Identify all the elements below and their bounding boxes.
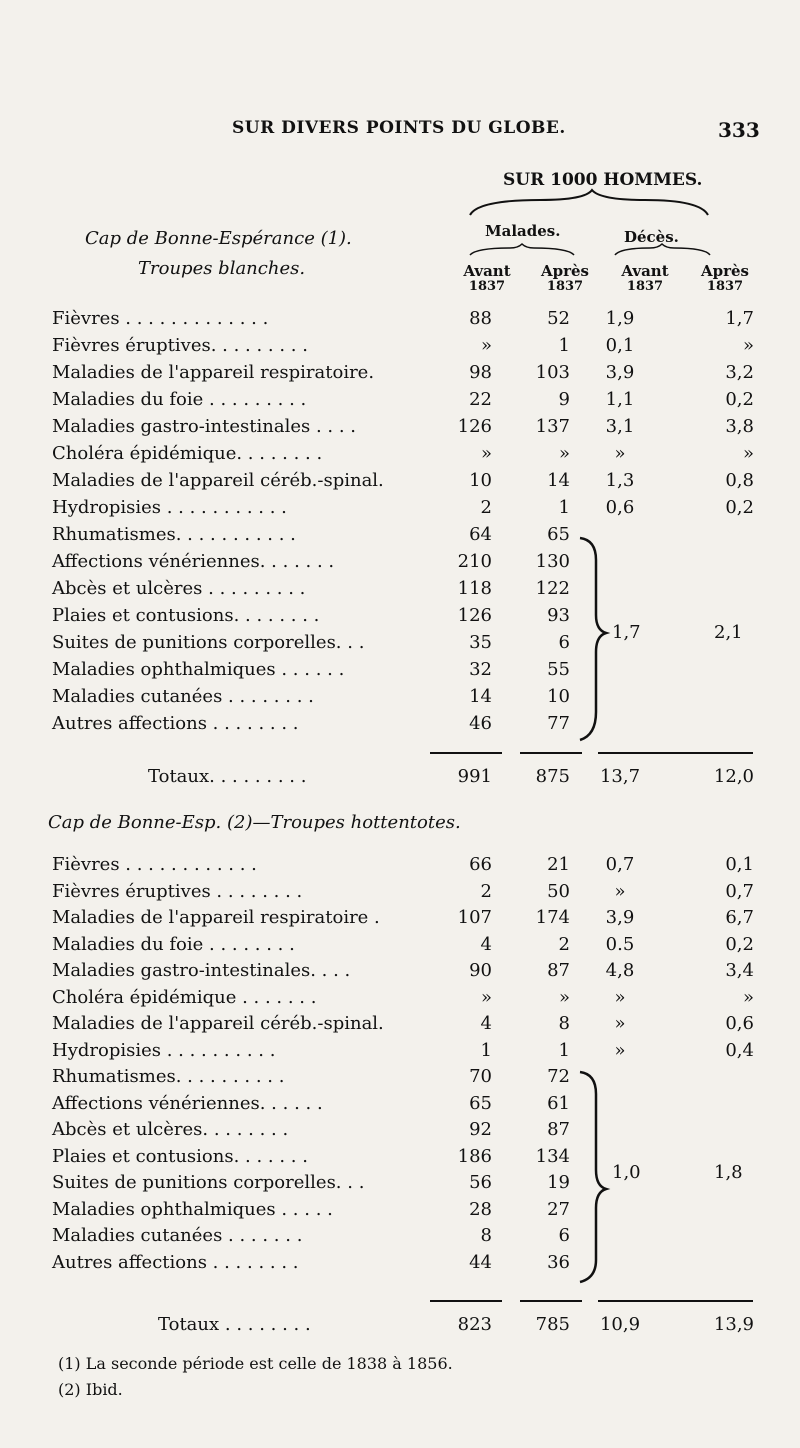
subheader-sick-before	[452, 262, 522, 294]
row-label: Maladies gastro-intestinales . . . .	[52, 416, 356, 437]
sick-after: 137	[535, 416, 570, 437]
header-deaths: Décès.	[624, 228, 679, 246]
row-label: Maladies de l'appareil céréb.-spinal.	[52, 470, 384, 491]
section1-total-rule	[520, 752, 582, 754]
totals-sick-after: 785	[535, 1314, 570, 1335]
sick-before: 107	[457, 907, 492, 928]
subheader-year: 1837	[468, 279, 506, 294]
deaths-after: »	[742, 986, 754, 1008]
totals-sick-after: 875	[535, 766, 570, 787]
sick-after: 55	[547, 659, 570, 680]
sick-before: 2	[480, 497, 492, 518]
sick-after: 8	[558, 1013, 570, 1034]
sick-before: 88	[469, 308, 492, 329]
sick-before: 46	[469, 713, 492, 734]
totals-deaths-after: 13,9	[713, 1314, 754, 1335]
section2-total-rule	[598, 1300, 753, 1302]
section2-title: Cap de Bonne-Esp. (2)—Troupes hottentotes.	[48, 812, 461, 833]
sick-before: »	[480, 986, 492, 1008]
row-label: Autres affections . . . . . . . .	[52, 713, 299, 734]
deaths-before: 3,1	[605, 416, 635, 437]
sick-before: 92	[469, 1119, 492, 1140]
sick-before: 28	[469, 1198, 492, 1220]
row-label: Hydropisies . . . . . . . . . . .	[52, 497, 287, 518]
sick-before: 66	[469, 854, 492, 875]
table-row	[0, 495, 800, 521]
row-label: Maladies du foie . . . . . . . .	[52, 933, 295, 955]
sick-after: 65	[547, 524, 570, 545]
deaths-before: »	[614, 443, 626, 464]
sick-before: 32	[469, 659, 492, 680]
sick-before: 64	[469, 524, 492, 545]
row-label: Choléra épidémique. . . . . . . .	[52, 443, 323, 464]
deaths-after: 0,2	[725, 933, 754, 955]
table-row	[0, 1091, 800, 1117]
subheader-year: 1837	[626, 279, 664, 294]
deaths-before: »	[614, 1013, 626, 1034]
deaths-after: 0,4	[725, 1039, 754, 1061]
sick-before: 8	[480, 1225, 492, 1246]
table-row	[0, 1144, 800, 1170]
table-row	[0, 1250, 800, 1276]
table-row	[0, 1223, 800, 1249]
deaths-before: »	[614, 1039, 626, 1061]
deaths-before: »	[614, 880, 626, 902]
sick-after: 50	[547, 880, 570, 902]
table-row	[0, 522, 800, 548]
table-row	[0, 711, 800, 737]
sick-before: 4	[480, 1013, 492, 1034]
sick-after: 14	[547, 470, 570, 491]
sick-before: 2	[480, 880, 492, 902]
sick-before: 98	[469, 362, 492, 383]
deaths-before: 1,1	[605, 389, 635, 410]
sick-before: 126	[457, 416, 492, 437]
table-row	[0, 603, 800, 629]
subheader-label: Après	[540, 262, 590, 280]
deaths-after: 0,6	[725, 1013, 754, 1034]
sick-after: 1	[558, 497, 570, 518]
sick-before: 10	[469, 470, 492, 491]
per-thousand-heading: SUR 1000 HOMMES.	[503, 170, 703, 190]
totals-deaths-after: 12,0	[713, 766, 754, 787]
sick-after: 61	[547, 1092, 570, 1114]
deaths-after: 3,8	[725, 416, 754, 437]
sick-after: 6	[558, 1225, 570, 1246]
table-row	[0, 441, 800, 467]
table-row	[0, 306, 800, 332]
row-label: Affections vénériennes. . . . . . .	[52, 551, 335, 572]
sick-before: 35	[469, 632, 492, 653]
sick-after: 134	[535, 1145, 570, 1167]
row-label: Maladies ophthalmiques . . . . .	[52, 1198, 333, 1220]
sick-after: 9	[558, 389, 570, 410]
row-label: Maladies gastro-intestinales. . . .	[52, 960, 351, 981]
deaths-before: 4,8	[605, 960, 635, 981]
sick-before: 56	[469, 1172, 492, 1193]
row-label: Abcès et ulcères . . . . . . . . .	[52, 578, 306, 599]
sick-after: 10	[547, 686, 570, 707]
row-label: Rhumatismes. . . . . . . . . .	[52, 1066, 285, 1087]
sick-before: 90	[469, 960, 492, 981]
sick-before: 22	[469, 389, 492, 410]
deaths-before: 0,7	[605, 854, 635, 875]
deaths-after: 0,8	[725, 470, 754, 491]
deaths-after: 6,7	[725, 907, 754, 928]
table-row	[0, 1117, 800, 1143]
sick-after: 103	[535, 362, 570, 383]
deaths-before: 0.5	[605, 933, 635, 955]
sick-after: »	[558, 443, 570, 464]
sick-after: 6	[558, 632, 570, 653]
row-label: Fièvres . . . . . . . . . . . . .	[52, 308, 269, 329]
row-label: Hydropisies . . . . . . . . . .	[52, 1039, 276, 1061]
deaths-after: »	[742, 335, 754, 356]
totals-label: Totaux. . . . . . . . .	[148, 766, 307, 787]
row-label: Maladies de l'appareil respiratoire .	[52, 907, 380, 928]
sick-after: 130	[535, 551, 570, 572]
table-row	[0, 1197, 800, 1223]
table-row	[0, 1011, 800, 1037]
sick-before: 44	[469, 1251, 492, 1273]
deaths-after: 3,4	[725, 960, 754, 981]
sick-before: 4	[480, 933, 492, 955]
sick-after: 87	[547, 960, 570, 981]
sick-after: 27	[547, 1198, 570, 1220]
table-row	[0, 958, 800, 984]
sick-after: 174	[535, 907, 570, 928]
row-label: Choléra épidémique . . . . . . .	[52, 986, 317, 1008]
sick-after: 21	[547, 854, 570, 875]
row-label: Fièvres éruptives . . . . . . . .	[52, 880, 303, 902]
sick-before: 70	[469, 1066, 492, 1087]
deaths-before: 1,3	[605, 470, 635, 491]
deaths-after: »	[742, 443, 754, 464]
subheader-label: Avant	[621, 262, 669, 280]
totals-deaths-before: 10,9	[599, 1314, 641, 1335]
sick-before: 118	[457, 578, 492, 599]
table-row	[0, 1038, 800, 1064]
deaths-after: 0,2	[725, 389, 754, 410]
sick-after: 1	[558, 335, 570, 356]
sick-after: 19	[547, 1172, 570, 1193]
section1-total-rule	[598, 752, 753, 754]
footnote-2: (2) Ibid.	[58, 1380, 123, 1399]
row-label: Fièvres éruptives. . . . . . . . .	[52, 335, 308, 356]
sick-after: 52	[547, 308, 570, 329]
row-label: Maladies cutanées . . . . . . .	[52, 1225, 303, 1246]
table-row	[0, 905, 800, 931]
sick-before: 210	[457, 551, 492, 572]
section1-merged-deaths-after: 2,1	[714, 622, 743, 643]
section1-title: Cap de Bonne-Espérance (1).	[85, 228, 352, 249]
row-label: Maladies ophthalmiques . . . . . .	[52, 659, 345, 680]
sick-after: 122	[535, 578, 570, 599]
section2-merged-deaths-after: 1,8	[714, 1162, 743, 1183]
table-row	[0, 879, 800, 905]
sick-after: 1	[558, 1039, 570, 1061]
table-row	[0, 657, 800, 683]
section1-subtitle: Troupes blanches.	[138, 258, 306, 279]
sick-before: 65	[469, 1092, 492, 1114]
sick-before: 126	[457, 605, 492, 626]
table-row	[0, 684, 800, 710]
subheader-deaths-before	[610, 262, 680, 294]
subheader-year: 1837	[706, 279, 744, 294]
table-row	[0, 630, 800, 656]
row-label: Rhumatismes. . . . . . . . . . .	[52, 524, 296, 545]
table-row	[0, 576, 800, 602]
row-label: Maladies de l'appareil respiratoire.	[52, 362, 375, 383]
table-row	[0, 1064, 800, 1090]
sick-before: 186	[457, 1145, 492, 1167]
subheader-year: 1837	[546, 279, 584, 294]
subheader-label: Avant	[463, 262, 511, 280]
totals-sick-before: 823	[457, 1314, 492, 1335]
row-label: Suites de punitions corporelles. . .	[52, 632, 365, 653]
row-label: Maladies du foie . . . . . . . . .	[52, 389, 307, 410]
section2-total-rule	[430, 1300, 502, 1302]
deaths-before: 1,9	[605, 308, 635, 329]
sick-before: »	[480, 335, 492, 356]
header-sick: Malades.	[485, 222, 561, 240]
deaths-after: 0,2	[725, 497, 754, 518]
table-row	[0, 985, 800, 1011]
section1-merged-deaths-before: 1,7	[612, 622, 641, 643]
subheader-sick-after	[530, 262, 600, 294]
table-row	[0, 549, 800, 575]
sick-before: »	[480, 443, 492, 464]
sick-after: 2	[558, 933, 570, 955]
row-label: Fièvres . . . . . . . . . . . .	[52, 854, 257, 875]
deaths-before: 0,6	[605, 497, 635, 518]
sick-before: 1	[480, 1039, 492, 1061]
subheader-label: Après	[700, 262, 750, 280]
table-row	[0, 852, 800, 878]
table-row	[0, 360, 800, 386]
row-label: Maladies cutanées . . . . . . . .	[52, 686, 314, 707]
running-head: SUR DIVERS POINTS DU GLOBE.	[232, 118, 566, 138]
row-label: Affections vénériennes. . . . . .	[52, 1092, 323, 1114]
deaths-before: 3,9	[605, 907, 635, 928]
section2-total-rule	[520, 1300, 582, 1302]
row-label: Plaies et contusions. . . . . . .	[52, 1145, 308, 1167]
section1-totals-row	[0, 764, 800, 790]
sick-after: 87	[547, 1119, 570, 1140]
sick-after: 36	[547, 1251, 570, 1273]
totals-deaths-before: 13,7	[599, 766, 641, 787]
subheader-deaths-after	[690, 262, 760, 294]
deaths-after: 3,2	[725, 362, 754, 383]
footnote-1: (1) La seconde période est celle de 1838 à 1856.	[58, 1354, 453, 1373]
totals-sick-before: 991	[457, 766, 492, 787]
table-row	[0, 932, 800, 958]
table-row	[0, 468, 800, 494]
sick-before: 14	[469, 686, 492, 707]
table-row	[0, 333, 800, 359]
row-label: Abcès et ulcères. . . . . . . .	[52, 1119, 289, 1140]
row-label: Suites de punitions corporelles. . .	[52, 1172, 365, 1193]
table-row	[0, 414, 800, 440]
section2-totals-row	[0, 1312, 800, 1338]
section2-merged-deaths-before: 1,0	[612, 1162, 641, 1183]
page-number: 333	[718, 118, 760, 142]
deaths-before: 3,9	[605, 362, 635, 383]
totals-label: Totaux . . . . . . . .	[158, 1314, 311, 1335]
sick-after: 72	[547, 1066, 570, 1087]
deaths-after: 0,7	[725, 880, 754, 902]
sick-after: 77	[547, 713, 570, 734]
row-label: Autres affections . . . . . . . .	[52, 1251, 299, 1273]
table-row	[0, 387, 800, 413]
section1-total-rule	[430, 752, 502, 754]
deaths-before: 0,1	[605, 335, 635, 356]
table-row	[0, 1170, 800, 1196]
deaths-before: »	[614, 986, 626, 1008]
deaths-after: 1,7	[725, 308, 754, 329]
row-label: Plaies et contusions. . . . . . . .	[52, 605, 320, 626]
row-label: Maladies de l'appareil céréb.-spinal.	[52, 1013, 384, 1034]
deaths-after: 0,1	[725, 854, 754, 875]
sick-after: »	[558, 986, 570, 1008]
sick-after: 93	[547, 605, 570, 626]
